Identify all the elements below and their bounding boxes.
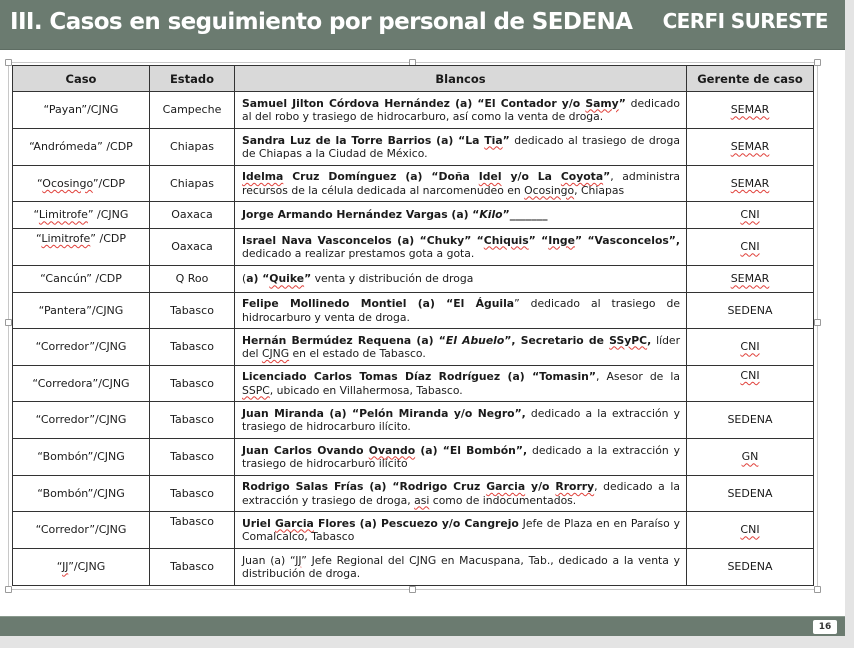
table-row <box>13 266 814 293</box>
spellcheck-flagged-word: Limitrofe <box>41 232 91 245</box>
table-row <box>13 129 814 166</box>
cell-blancos[interactable] <box>235 549 687 586</box>
cell-estado[interactable]: Tabasco <box>150 439 235 476</box>
text-run: en el estado de Tabasco. <box>289 347 426 360</box>
text-run: Samuel Jilton Córdova Hernández (a) “El Contador y/o <box>242 96 586 110</box>
header-gerente[interactable]: Gerente de caso <box>687 66 814 92</box>
cell-caso[interactable]: “JJ”/CJNG <box>13 549 150 586</box>
text-run: como de indocumentados. <box>429 493 577 507</box>
cell-blancos[interactable] <box>235 402 687 439</box>
gerente-value: SEMAR <box>730 176 770 190</box>
cell-gerente[interactable] <box>687 329 814 366</box>
cell-caso[interactable]: “Corredor”/CJNG <box>13 402 150 439</box>
cell-estado[interactable]: Chiapas <box>150 129 235 166</box>
cell-blancos[interactable] <box>235 329 687 366</box>
spellcheck-flagged-word: CJNG <box>261 347 290 360</box>
footer-bar <box>0 616 845 636</box>
cell-caso[interactable]: “Bombón”/CJNG <box>13 476 150 512</box>
text-run: y/o <box>525 480 556 493</box>
cases-table[interactable] <box>12 65 814 586</box>
text-run: , Chiapas <box>574 183 625 197</box>
resize-handle-top-right[interactable] <box>814 59 821 66</box>
gerente-value: CNI <box>740 523 760 537</box>
text-run: ” <box>603 170 611 183</box>
cell-caso[interactable]: “Corredor”/CJNG <box>13 512 150 549</box>
header-blancos[interactable]: Blancos <box>235 66 687 92</box>
text-run: Sandra Luz de la Torre Barrios (a) “La <box>242 133 485 147</box>
cell-caso[interactable]: “Andrómeda” /CDP <box>13 129 150 166</box>
cell-caso[interactable]: “Payan”/CJNG <box>13 92 150 129</box>
cell-blancos[interactable] <box>235 293 687 329</box>
table-row <box>13 512 814 549</box>
table-row <box>13 92 814 129</box>
text-run: Kilo <box>479 208 503 222</box>
table-body <box>13 92 814 586</box>
text-run: , administra recursos de la célula dedicada al narcomenudeo en <box>242 170 680 197</box>
slide-subtitle: CERFI SURESTE <box>662 9 828 33</box>
text-run: ” “ <box>528 233 549 247</box>
table-row <box>13 402 814 439</box>
text-run: dedicado a la extracción y trasiego de hidrocarburo ilícito <box>242 443 680 470</box>
table-row <box>13 166 814 202</box>
cell-gerente[interactable] <box>687 366 814 402</box>
text-run: ”, Secretario de <box>504 333 610 347</box>
spellcheck-flagged-word: Garcia <box>274 516 314 530</box>
spellcheck-flagged-word: Inge <box>548 233 575 247</box>
cell-estado[interactable]: Tabasco <box>150 402 235 439</box>
resize-handle-bottom-right[interactable] <box>814 586 821 593</box>
gerente-value: CNI <box>740 369 760 382</box>
cell-caso[interactable]: “Corredor”/CJNG <box>13 329 150 366</box>
page-number: 16 <box>813 620 837 634</box>
cell-gerente[interactable] <box>687 92 814 129</box>
text-run: Israel Nava Vasconcelos (a) “Chuky” “ <box>242 233 484 247</box>
text-run: (a) “Doña <box>396 170 479 183</box>
spellcheck-flagged-word: Ocosingo <box>42 176 93 190</box>
table-row <box>13 293 814 329</box>
text-run: , dedicado a la extracción y trasiego de droga, <box>242 480 680 507</box>
cell-estado[interactable]: Tabasco <box>150 549 235 586</box>
table-row <box>13 366 814 402</box>
spellcheck-flagged-word: SSPC <box>242 383 270 397</box>
cell-gerente[interactable] <box>687 202 814 229</box>
cell-blancos[interactable] <box>235 512 687 549</box>
cell-gerente[interactable]: SEDENA <box>687 549 814 586</box>
cell-gerente[interactable]: SEDENA <box>687 476 814 512</box>
text-run: Jorge Armando Hernández Vargas (a) “ <box>242 208 480 222</box>
cell-blancos[interactable] <box>235 129 687 166</box>
text-run: Rodrigo Salas Frías (a) “Rodrigo Cruz <box>242 480 487 493</box>
cell-estado[interactable]: Tabasco <box>150 512 235 549</box>
text-run: (a) “El Bombón”, <box>415 443 528 457</box>
text-run: ”_______ <box>502 208 548 222</box>
table-row <box>13 549 814 586</box>
canvas-gutter-bottom <box>0 636 854 648</box>
cell-caso[interactable]: “Limitrofe” /CDP <box>13 229 150 266</box>
spellcheck-flagged-word: Limitrofe <box>38 208 88 222</box>
table-row <box>13 329 814 366</box>
text-run: y/o La <box>501 170 561 183</box>
gerente-value: CNI <box>740 240 760 254</box>
spellcheck-flagged-word: JJ <box>62 560 69 574</box>
text-run: ” <box>618 96 626 110</box>
text-run: ” <box>304 272 312 286</box>
resize-handle-top-left[interactable] <box>5 59 12 66</box>
cell-blancos[interactable] <box>235 366 687 402</box>
gerente-value: CNI <box>740 208 760 222</box>
cell-gerente[interactable] <box>687 129 814 166</box>
spellcheck-flagged-word: Rrorry <box>555 480 595 493</box>
text-run: Hernán Bermúdez Requena (a) “ <box>242 333 446 347</box>
cell-estado[interactable]: Chiapas <box>150 166 235 202</box>
text-run: venta y distribución de droga <box>311 272 474 286</box>
text-run: ( <box>242 272 247 286</box>
cell-caso[interactable]: “Ocosingo”/CDP <box>13 166 150 202</box>
text-run: Jefe de Plaza en en Paraíso y Comalcalco, Tabasco <box>242 516 680 543</box>
table-row <box>13 476 814 512</box>
text-run: dedicado a realizar prestamos gota a gota. <box>242 247 475 260</box>
cell-blancos[interactable] <box>235 92 687 129</box>
cell-blancos[interactable] <box>235 476 687 512</box>
text-run: dedicado a la extracción y trasiego de hidrocarburo ilícito. <box>242 406 680 433</box>
cell-estado[interactable]: Oaxaca <box>150 229 235 266</box>
cell-estado[interactable]: Tabasco <box>150 366 235 402</box>
spellcheck-flagged-word: Quike <box>269 272 305 286</box>
text-run: Felipe Mollinedo Montiel (a) “El Águila <box>242 297 515 310</box>
header-caso[interactable]: Caso <box>13 66 150 92</box>
spellcheck-flagged-word: Idelma <box>242 170 284 183</box>
gerente-value: SEMAR <box>730 140 770 154</box>
text-run: Juan Miranda (a) “Pelón Miranda y/o Negro”, <box>242 406 526 420</box>
cell-gerente[interactable] <box>687 229 814 266</box>
cell-caso[interactable]: “Corredora”/CJNG <box>13 366 150 402</box>
spellcheck-flagged-word: asi <box>414 493 430 507</box>
gerente-value: GN <box>741 450 759 464</box>
cell-caso[interactable]: “Limitrofe” /CJNG <box>13 202 150 229</box>
cell-blancos[interactable] <box>235 439 687 476</box>
spellcheck-flagged-word: Idel <box>478 170 502 183</box>
cell-blancos[interactable] <box>235 229 687 266</box>
text-run: Licenciado Carlos Tomas Díaz Rodríguez (a) “Tomasin” <box>242 370 596 383</box>
text-run: Flores (a) Pescuezo y/o Cangrejo <box>313 516 519 530</box>
cell-estado[interactable]: Q Roo <box>150 266 235 293</box>
title-bar <box>0 0 845 50</box>
text-run: Juan Carlos Ovando <box>242 443 369 457</box>
canvas-gutter-right <box>845 0 854 648</box>
text-run: ” “Vasconcelos”, <box>574 233 680 247</box>
cell-estado[interactable]: Tabasco <box>150 293 235 329</box>
spellcheck-flagged-word: Tia <box>484 133 503 147</box>
slide-title: III. Casos en seguimiento por personal de SEDENA <box>10 9 633 35</box>
spellcheck-flagged-word: Coyota <box>560 170 604 183</box>
table-row <box>13 202 814 229</box>
cell-blancos[interactable] <box>235 166 687 202</box>
text-run: Juan (a) “ <box>242 553 296 567</box>
spellcheck-flagged-word: SSyPC <box>609 333 648 347</box>
table-row <box>13 439 814 476</box>
spellcheck-flagged-word: JJ <box>295 553 302 567</box>
text-run: ” <box>502 133 510 147</box>
cell-blancos[interactable] <box>235 202 687 229</box>
text-run: , ubicado en Villahermosa, Tabasco. <box>269 383 463 397</box>
resize-handle-middle-right[interactable] <box>814 319 821 326</box>
text-run: dedicado al del robo y trasiego de hidrocarburo, así como la venta de droga. <box>242 96 681 123</box>
spellcheck-flagged-word: Ocosingo <box>524 183 575 197</box>
cell-estado[interactable]: Campeche <box>150 92 235 129</box>
header-estado[interactable]: Estado <box>150 66 235 92</box>
cell-gerente[interactable]: SEDENA <box>687 402 814 439</box>
cell-gerente[interactable] <box>687 266 814 293</box>
cell-estado[interactable]: Oaxaca <box>150 202 235 229</box>
cell-gerente[interactable]: SEDENA <box>687 293 814 329</box>
text-run: El Abuelo <box>445 333 505 347</box>
gerente-value: CNI <box>740 340 760 354</box>
text-run: Cruz Domínguez <box>283 170 397 183</box>
cell-gerente[interactable] <box>687 512 814 549</box>
spellcheck-flagged-word: Ovando <box>368 443 416 457</box>
gerente-value: SEMAR <box>730 103 770 117</box>
cell-estado[interactable]: Tabasco <box>150 329 235 366</box>
text-run: dedicado al trasiego de droga de Chiapas a la Ciudad de México. <box>242 133 680 160</box>
text-run: líder del <box>242 333 681 360</box>
cell-gerente[interactable] <box>687 439 814 476</box>
table-row <box>13 229 814 266</box>
cell-blancos[interactable] <box>235 266 687 293</box>
spellcheck-flagged-word: Chiquis <box>483 233 529 247</box>
text-run: ” dedicado al trasiego de hidrocarburo y venta de droga. <box>242 297 680 324</box>
resize-handle-bottom-left[interactable] <box>5 586 12 593</box>
spellcheck-flagged-word: Samy <box>585 96 619 110</box>
cell-gerente[interactable] <box>687 166 814 202</box>
gerente-value: SEMAR <box>730 272 770 286</box>
text-run: Uriel <box>242 516 275 530</box>
cell-caso[interactable]: “Bombón”/CJNG <box>13 439 150 476</box>
resize-handle-middle-left[interactable] <box>5 319 12 326</box>
text-run: , Asesor de la <box>595 370 680 383</box>
table-header-row <box>13 66 814 92</box>
cell-caso[interactable]: “Cancún” /CDP <box>13 266 150 293</box>
resize-handle-bottom-center[interactable] <box>409 586 416 593</box>
cell-caso[interactable]: “Pantera”/CJNG <box>13 293 150 329</box>
text-run: ” Jefe Regional del CJNG en Macuspana, Tab., dedicado a la venta y distribución de droga. <box>242 553 681 580</box>
text-run: a) “ <box>246 272 270 286</box>
spellcheck-flagged-word: Garcia <box>486 480 526 493</box>
cell-estado[interactable]: Tabasco <box>150 476 235 512</box>
text-run: , <box>647 333 652 347</box>
